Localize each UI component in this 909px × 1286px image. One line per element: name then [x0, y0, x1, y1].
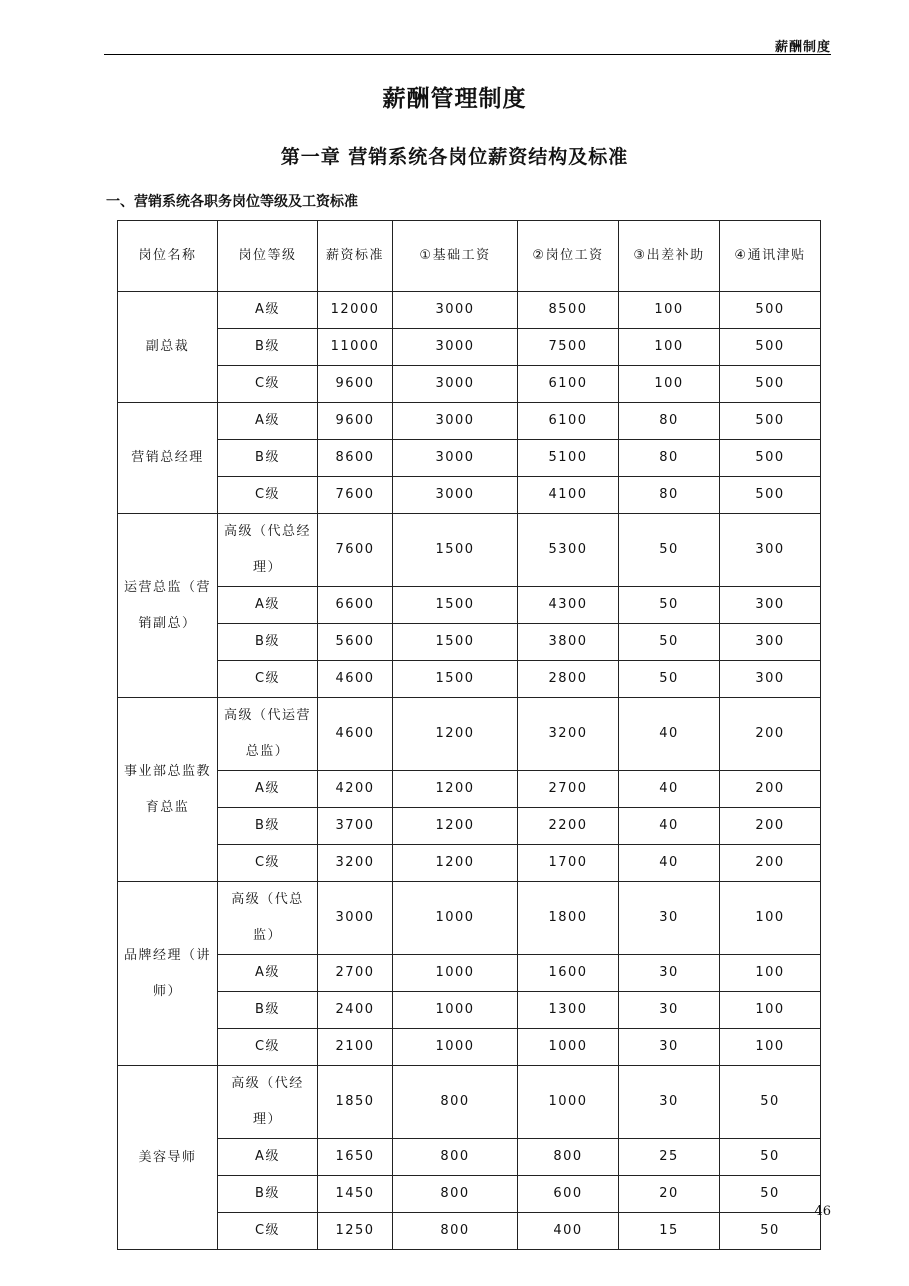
post-pay-cell: 7500 — [518, 329, 619, 366]
base-pay-cell: 1000 — [393, 1029, 518, 1066]
communication-allowance-cell: 200 — [720, 771, 821, 808]
table-row — [118, 514, 821, 587]
base-pay-cell: 3000 — [393, 403, 518, 440]
level-cell: C级 — [218, 366, 318, 403]
position-name-cell: 事业部总监教育总监 — [118, 698, 218, 882]
post-pay-cell: 1300 — [518, 992, 619, 1029]
level-cell: C级 — [218, 1213, 318, 1250]
base-pay-cell: 3000 — [393, 477, 518, 514]
salary-standard-cell: 2700 — [318, 955, 393, 992]
travel-allowance-cell: 40 — [619, 771, 720, 808]
table-row — [118, 366, 821, 403]
column-header: 岗位名称 — [118, 221, 218, 292]
travel-allowance-cell: 80 — [619, 477, 720, 514]
table-row — [118, 1176, 821, 1213]
column-header: ④通讯津贴 — [720, 221, 821, 292]
position-name-cell: 美容导师 — [118, 1066, 218, 1250]
post-pay-cell: 8500 — [518, 292, 619, 329]
travel-allowance-cell: 50 — [619, 661, 720, 698]
table-row — [118, 624, 821, 661]
running-header: 薪酬制度 — [774, 40, 831, 55]
position-name-cell: 品牌经理（讲师） — [118, 882, 218, 1066]
level-cell: A级 — [218, 1139, 318, 1176]
communication-allowance-cell: 100 — [720, 992, 821, 1029]
column-header: ②岗位工资 — [518, 221, 619, 292]
travel-allowance-cell: 25 — [619, 1139, 720, 1176]
communication-allowance-cell: 300 — [720, 661, 821, 698]
salary-standard-cell: 9600 — [318, 366, 393, 403]
table-row — [118, 882, 821, 955]
communication-allowance-cell: 300 — [720, 514, 821, 587]
salary-standard-cell: 4600 — [318, 661, 393, 698]
travel-allowance-cell: 50 — [619, 514, 720, 587]
position-name-cell: 副总裁 — [118, 292, 218, 403]
level-cell: 高级（代总经理） — [218, 514, 318, 587]
travel-allowance-cell: 80 — [619, 403, 720, 440]
base-pay-cell: 1000 — [393, 992, 518, 1029]
travel-allowance-cell: 100 — [619, 292, 720, 329]
salary-standard-cell: 3000 — [318, 882, 393, 955]
level-cell: B级 — [218, 440, 318, 477]
level-cell: A级 — [218, 292, 318, 329]
communication-allowance-cell: 50 — [720, 1176, 821, 1213]
post-pay-cell: 5100 — [518, 440, 619, 477]
level-cell: B级 — [218, 992, 318, 1029]
base-pay-cell: 1200 — [393, 771, 518, 808]
table-row — [118, 698, 821, 771]
column-header: 薪资标准 — [318, 221, 393, 292]
salary-standard-cell: 1450 — [318, 1176, 393, 1213]
base-pay-cell: 1200 — [393, 845, 518, 882]
base-pay-cell: 3000 — [393, 366, 518, 403]
salary-standard-cell: 1250 — [318, 1213, 393, 1250]
table-row — [118, 992, 821, 1029]
table-row — [118, 329, 821, 366]
communication-allowance-cell: 500 — [720, 329, 821, 366]
table-row — [118, 1029, 821, 1066]
base-pay-cell: 3000 — [393, 292, 518, 329]
travel-allowance-cell: 50 — [619, 624, 720, 661]
communication-allowance-cell: 500 — [720, 440, 821, 477]
post-pay-cell: 1800 — [518, 882, 619, 955]
table-row — [118, 661, 821, 698]
post-pay-cell: 400 — [518, 1213, 619, 1250]
table-row — [118, 403, 821, 440]
salary-standard-cell: 3200 — [318, 845, 393, 882]
level-cell: 高级（代运营总监） — [218, 698, 318, 771]
base-pay-cell: 800 — [393, 1176, 518, 1213]
table-row — [118, 587, 821, 624]
post-pay-cell: 2200 — [518, 808, 619, 845]
travel-allowance-cell: 100 — [619, 366, 720, 403]
position-name-cell: 营销总经理 — [118, 403, 218, 514]
post-pay-cell: 1700 — [518, 845, 619, 882]
post-pay-cell: 3800 — [518, 624, 619, 661]
travel-allowance-cell: 50 — [619, 587, 720, 624]
base-pay-cell: 1200 — [393, 808, 518, 845]
chapter-title: 第一章 营销系统各岗位薪资结构及标准 — [280, 146, 629, 168]
post-pay-cell: 1000 — [518, 1029, 619, 1066]
section-title: 一、营销系统各职务岗位等级及工资标准 — [106, 194, 358, 210]
salary-standard-cell: 1850 — [318, 1066, 393, 1139]
base-pay-cell: 1500 — [393, 624, 518, 661]
travel-allowance-cell: 40 — [619, 845, 720, 882]
table-row — [118, 1066, 821, 1139]
level-cell: A级 — [218, 587, 318, 624]
salary-standard-cell: 4200 — [318, 771, 393, 808]
column-header: ①基础工资 — [393, 221, 518, 292]
salary-standard-cell: 6600 — [318, 587, 393, 624]
base-pay-cell: 1000 — [393, 882, 518, 955]
post-pay-cell: 3200 — [518, 698, 619, 771]
base-pay-cell: 1500 — [393, 514, 518, 587]
travel-allowance-cell: 30 — [619, 882, 720, 955]
base-pay-cell: 1000 — [393, 955, 518, 992]
communication-allowance-cell: 100 — [720, 955, 821, 992]
salary-standard-cell: 11000 — [318, 329, 393, 366]
table-row — [118, 477, 821, 514]
travel-allowance-cell: 40 — [619, 808, 720, 845]
post-pay-cell: 1600 — [518, 955, 619, 992]
base-pay-cell: 800 — [393, 1139, 518, 1176]
base-pay-cell: 3000 — [393, 440, 518, 477]
table-row — [118, 845, 821, 882]
communication-allowance-cell: 500 — [720, 477, 821, 514]
position-name-cell: 运营总监（营销副总） — [118, 514, 218, 698]
table-row — [118, 292, 821, 329]
post-pay-cell: 600 — [518, 1176, 619, 1213]
communication-allowance-cell: 500 — [720, 292, 821, 329]
base-pay-cell: 800 — [393, 1066, 518, 1139]
base-pay-cell: 1200 — [393, 698, 518, 771]
travel-allowance-cell: 80 — [619, 440, 720, 477]
salary-standard-cell: 9600 — [318, 403, 393, 440]
table-row — [118, 440, 821, 477]
table-row — [118, 1213, 821, 1250]
communication-allowance-cell: 500 — [720, 403, 821, 440]
level-cell: B级 — [218, 329, 318, 366]
post-pay-cell: 2800 — [518, 661, 619, 698]
level-cell: C级 — [218, 1029, 318, 1066]
travel-allowance-cell: 100 — [619, 329, 720, 366]
level-cell: A级 — [218, 955, 318, 992]
level-cell: B级 — [218, 1176, 318, 1213]
salary-standard-cell: 12000 — [318, 292, 393, 329]
base-pay-cell: 3000 — [393, 329, 518, 366]
level-cell: 高级（代经理） — [218, 1066, 318, 1139]
salary-standard-cell: 5600 — [318, 624, 393, 661]
post-pay-cell: 800 — [518, 1139, 619, 1176]
level-cell: A级 — [218, 771, 318, 808]
communication-allowance-cell: 200 — [720, 808, 821, 845]
travel-allowance-cell: 20 — [619, 1176, 720, 1213]
post-pay-cell: 4100 — [518, 477, 619, 514]
salary-standard-cell: 7600 — [318, 514, 393, 587]
salary-standard-cell: 7600 — [318, 477, 393, 514]
post-pay-cell: 2700 — [518, 771, 619, 808]
base-pay-cell: 1500 — [393, 587, 518, 624]
post-pay-cell: 6100 — [518, 366, 619, 403]
salary-table — [117, 220, 821, 1250]
post-pay-cell: 4300 — [518, 587, 619, 624]
salary-table-body — [118, 221, 821, 1250]
salary-standard-cell: 2100 — [318, 1029, 393, 1066]
communication-allowance-cell: 100 — [720, 1029, 821, 1066]
level-cell: C级 — [218, 477, 318, 514]
table-row — [118, 771, 821, 808]
level-cell: B级 — [218, 808, 318, 845]
table-row — [118, 1139, 821, 1176]
communication-allowance-cell: 300 — [720, 624, 821, 661]
post-pay-cell: 6100 — [518, 403, 619, 440]
communication-allowance-cell: 300 — [720, 587, 821, 624]
header-rule — [104, 54, 831, 55]
travel-allowance-cell: 30 — [619, 992, 720, 1029]
post-pay-cell: 5300 — [518, 514, 619, 587]
salary-standard-cell: 3700 — [318, 808, 393, 845]
communication-allowance-cell: 50 — [720, 1139, 821, 1176]
communication-allowance-cell: 200 — [720, 845, 821, 882]
table-row — [118, 808, 821, 845]
base-pay-cell: 800 — [393, 1213, 518, 1250]
salary-standard-cell: 4600 — [318, 698, 393, 771]
level-cell: 高级（代总监） — [218, 882, 318, 955]
page-number: 46 — [814, 1204, 831, 1219]
communication-allowance-cell: 100 — [720, 882, 821, 955]
base-pay-cell: 1500 — [393, 661, 518, 698]
table-header-row — [118, 221, 821, 292]
level-cell: C级 — [218, 845, 318, 882]
level-cell: C级 — [218, 661, 318, 698]
communication-allowance-cell: 50 — [720, 1066, 821, 1139]
travel-allowance-cell: 15 — [619, 1213, 720, 1250]
column-header: 岗位等级 — [218, 221, 318, 292]
travel-allowance-cell: 30 — [619, 955, 720, 992]
salary-standard-cell: 2400 — [318, 992, 393, 1029]
communication-allowance-cell: 500 — [720, 366, 821, 403]
salary-standard-cell: 1650 — [318, 1139, 393, 1176]
salary-standard-cell: 8600 — [318, 440, 393, 477]
travel-allowance-cell: 40 — [619, 698, 720, 771]
document-title: 薪酬管理制度 — [382, 85, 527, 112]
post-pay-cell: 1000 — [518, 1066, 619, 1139]
communication-allowance-cell: 50 — [720, 1213, 821, 1250]
table-row — [118, 955, 821, 992]
travel-allowance-cell: 30 — [619, 1066, 720, 1139]
column-header: ③出差补助 — [619, 221, 720, 292]
travel-allowance-cell: 30 — [619, 1029, 720, 1066]
level-cell: B级 — [218, 624, 318, 661]
communication-allowance-cell: 200 — [720, 698, 821, 771]
level-cell: A级 — [218, 403, 318, 440]
